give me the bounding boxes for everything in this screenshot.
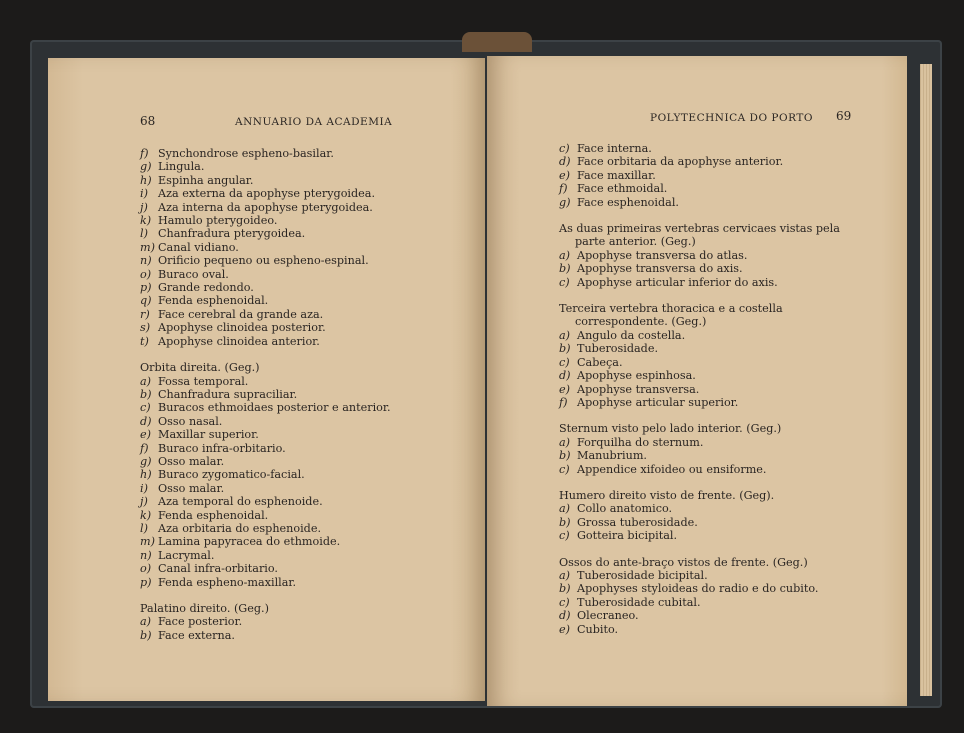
paragraph-gap [140,348,460,361]
item-letter: a) [140,374,152,388]
item-text: Tuberosidade bicipital. [577,568,708,582]
item-text: Synchondrose espheno-basilar. [158,147,334,160]
item-text: Buracos ethmoidaes posterior e anterior. [158,401,391,415]
item-text: Tuberosidade cubital. [577,595,701,609]
list-item [140,214,460,227]
item-letter: m) [140,535,155,549]
list-item [140,629,460,642]
item-text: Apophyse transversa. [577,382,700,396]
list-item [140,549,460,562]
item-letter: n) [140,254,152,268]
item-text: Face esphenoidal. [577,195,679,209]
paragraph-gap [559,409,854,422]
list-item [559,155,854,168]
item-letter: j) [140,495,148,509]
item-letter: m) [140,240,155,254]
item-letter: e) [140,428,151,442]
list-item [140,335,460,348]
item-letter: f) [559,182,568,196]
item-text: Apophyse articular superior. [577,395,739,409]
item-letter: a) [559,328,571,342]
list-item [140,201,460,214]
item-letter: b) [140,387,152,401]
item-text: Face orbitaria da apophyse anterior. [577,155,784,169]
list-item [140,442,460,455]
item-letter: q) [140,294,152,308]
item-text: Chanfradura supraciliar. [158,387,298,401]
section-heading: Sternum visto pelo lado interior. (Geg.) [559,422,782,436]
paragraph-gap [140,589,460,602]
list-item [140,160,460,173]
list-item [140,147,460,160]
list-item [559,516,854,529]
item-letter: a) [559,568,571,582]
section-heading: Palatino direito. (Geg.) [140,602,269,615]
item-text: Apophyse transversa do atlas. [577,248,748,262]
list-item [140,576,460,589]
item-letter: d) [559,609,571,623]
list-item [140,401,460,414]
item-letter: c) [559,142,570,155]
list-item [559,569,854,582]
list-item [559,396,854,409]
running-head-right: POLYTECHNICA DO PORTO [650,112,813,124]
list-item [140,562,460,575]
item-letter: a) [559,435,571,449]
item-letter: t) [140,334,149,348]
item-letter: b) [559,515,571,529]
item-letter: c) [140,401,151,415]
item-text: Appendice xifoideo ou ensiforme. [577,462,767,476]
page-edges [920,64,932,696]
item-text: Cabeça. [577,355,623,369]
list-item [559,383,854,396]
item-letter: j) [140,200,148,214]
book-spine [462,32,532,52]
list-item [559,196,854,209]
item-letter: c) [559,355,570,369]
list-item [559,169,854,182]
item-text: Buraco oval. [158,267,229,281]
item-letter: b) [559,262,571,276]
section-heading: As duas primeiras vertebras cervicaes vistas pela parte anterior. (Geg.) [559,222,840,249]
item-text: Buraco zygomatico-facial. [158,468,305,482]
running-head-left: ANNUARIO DA ACADEMIA [235,116,393,128]
item-text: Aza externa da apophyse pterygoidea. [158,187,376,201]
list-item [559,463,854,476]
list-item [559,623,854,636]
item-text: Aza orbitaria do esphenoide. [158,521,321,535]
item-text: Osso nasal. [158,414,223,428]
section-heading: Orbita direita. (Geg.) [140,361,260,375]
item-text: Grossa tuberosidade. [577,515,698,529]
item-letter: f) [140,441,149,455]
item-letter: s) [140,321,151,335]
list-item [140,321,460,334]
item-text: Buraco infra-orbitario. [158,441,286,455]
item-text: Apophyse clinoidea posterior. [158,321,326,335]
list-item [559,502,854,515]
section-heading: Humero direito visto de frente. (Geg). [559,488,775,502]
right-page [487,56,907,706]
item-text: Forquilha do sternum. [577,435,704,449]
list-item [140,428,460,441]
list-item [140,308,460,321]
paragraph-gap [559,209,854,222]
item-text: Lamina papyracea do ethmoide. [158,535,341,549]
item-letter: g) [140,454,152,468]
list-item [559,449,854,462]
item-text: Manubrium. [577,449,647,463]
list-item [140,388,460,401]
item-text: Apophyse clinoidea anterior. [158,334,320,348]
list-item [559,436,854,449]
item-text: Fenda esphenoidal. [158,508,269,522]
item-text: Fenda esphenoidal. [158,294,269,308]
item-letter: o) [140,562,152,576]
item-letter: k) [140,214,152,228]
list-item [559,529,854,542]
item-text: Face externa. [158,628,235,642]
item-text: Lingula. [158,160,205,174]
item-text: Angulo da costella. [577,328,686,342]
item-letter: p) [140,281,152,295]
item-letter: h) [140,173,152,187]
list-item [140,254,460,267]
section-heading: Terceira vertebra thoracica e a costella correspondente. (Geg.) [559,302,783,329]
list-item [559,329,854,342]
list-item [559,582,854,595]
item-letter: c) [559,275,570,289]
item-text: Face interna. [577,142,652,155]
list-item [140,415,460,428]
list-item [140,455,460,468]
item-text: Osso malar. [158,454,225,468]
paragraph-gap [559,476,854,489]
list-item [140,281,460,294]
item-text: Face maxillar. [577,168,656,182]
item-letter: l) [140,227,148,241]
item-text: Aza temporal do esphenoide. [158,495,323,509]
left-page [48,58,485,701]
paragraph-gap [559,289,854,302]
list-item [559,369,854,382]
item-text: Hamulo pterygoideo. [158,214,278,228]
list-item [140,294,460,307]
list-item [559,249,854,262]
item-letter: i) [140,481,148,495]
item-letter: o) [140,267,152,281]
item-text: Maxillar superior. [158,428,259,442]
item-text: Face posterior. [158,615,243,629]
item-letter: b) [140,628,152,642]
list-item [140,522,460,535]
item-letter: g) [140,160,152,174]
item-letter: e) [559,168,570,182]
list-item [140,509,460,522]
item-text: Olecraneo. [577,609,639,623]
item-letter: c) [559,462,570,476]
section-heading: Ossos do ante-braço vistos de frente. (Geg.) [559,555,808,569]
item-letter: a) [559,248,571,262]
item-text: Gotteira bicipital. [577,529,678,543]
list-item [140,482,460,495]
item-text: Fenda espheno-maxillar. [158,575,297,589]
item-letter: l) [140,521,148,535]
item-text: Apophyse espinhosa. [577,369,696,383]
list-item [140,615,460,628]
item-letter: b) [559,342,571,356]
item-text: Face ethmoidal. [577,182,668,196]
item-letter: g) [559,195,571,209]
item-text: Apophyse transversa do axis. [577,262,743,276]
list-item [559,182,854,195]
list-item [559,596,854,609]
right-page-text [559,142,854,636]
item-text: Lacrymal. [158,548,215,562]
item-letter: p) [140,575,152,589]
item-letter: h) [140,468,152,482]
list-item [559,342,854,355]
item-text: Chanfradura pterygoidea. [158,227,306,241]
item-text: Cubito. [577,622,619,636]
item-text: Orificio pequeno ou espheno-espinal. [158,254,369,268]
item-text: Face cerebral da grande aza. [158,307,324,321]
item-text: Collo anatomico. [577,502,673,516]
item-letter: a) [140,615,152,629]
item-letter: d) [559,369,571,383]
item-text: Fossa temporal. [158,374,249,388]
list-item [140,268,460,281]
item-text: Grande redondo. [158,281,254,295]
list-item [140,495,460,508]
item-text: Aza interna da apophyse pterygoidea. [158,200,373,214]
item-letter: c) [559,595,570,609]
list-item [140,241,460,254]
item-letter: f) [559,395,568,409]
item-letter: d) [559,155,571,169]
list-item [140,227,460,240]
list-item [559,356,854,369]
item-text: Apophyses styloideas do radio e do cubito. [577,582,819,596]
list-item [559,609,854,622]
item-letter: a) [559,502,571,516]
item-letter: f) [140,147,149,160]
item-text: Canal infra-orbitario. [158,562,278,576]
list-item [140,187,460,200]
item-text: Tuberosidade. [577,342,659,356]
list-item [140,174,460,187]
item-text: Apophyse articular inferior do axis. [577,275,778,289]
item-text: Espinha angular. [158,173,254,187]
item-letter: k) [140,508,152,522]
list-item [559,262,854,275]
page-number-right: 69 [836,109,852,123]
item-letter: r) [140,307,150,321]
left-page-text [140,147,460,642]
item-letter: n) [140,548,152,562]
item-letter: b) [559,582,571,596]
item-letter: i) [140,187,148,201]
page-number-left: 68 [140,114,156,128]
item-letter: b) [559,449,571,463]
paragraph-gap [559,543,854,556]
item-text: Osso malar. [158,481,225,495]
list-item [559,142,854,155]
list-item [140,375,460,388]
list-item [140,468,460,481]
list-item [140,535,460,548]
item-letter: e) [559,622,570,636]
item-letter: e) [559,382,570,396]
list-item [559,276,854,289]
item-letter: d) [140,414,152,428]
item-letter: c) [559,529,570,543]
item-text: Canal vidiano. [158,240,239,254]
